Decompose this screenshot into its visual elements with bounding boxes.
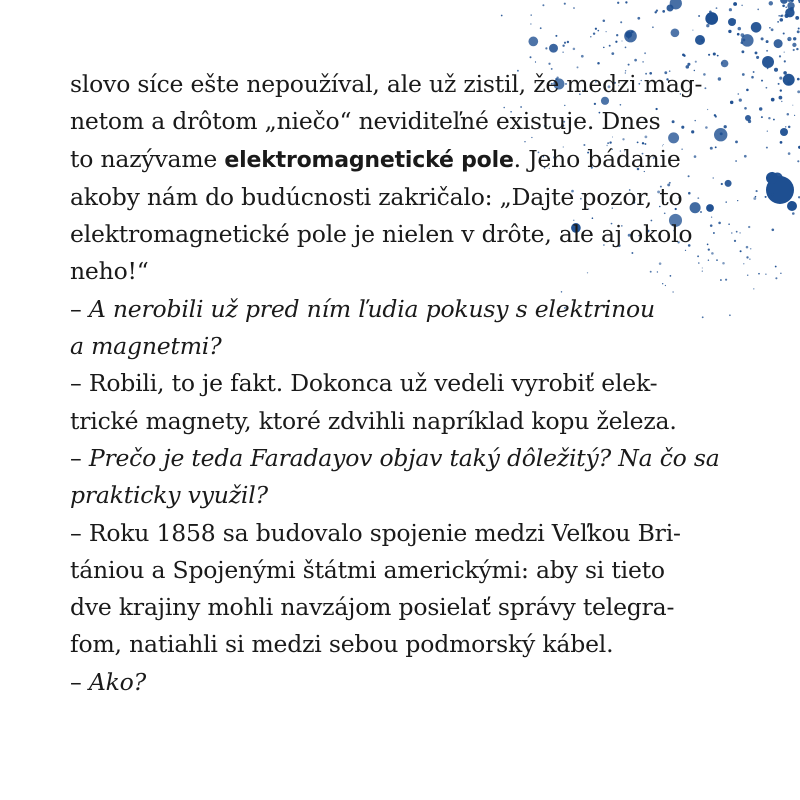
dash: – [70, 294, 89, 323]
text-line [70, 141, 730, 179]
italic-question: A nerobili už pred ním ľudia pokusy s elektrinou [88, 294, 655, 323]
text-line: tániou a Spojenými štátmi americkými: aby si tieto [70, 555, 665, 584]
text-span: . Jeho bádanie [513, 144, 681, 173]
dialogue-question-line: a magnetmi? [70, 332, 222, 361]
text-line: – Roku 1858 sa budovalo spojenie medzi Veľkou Bri- [70, 518, 681, 547]
text-line: dve krajiny mohli navzájom posielať správy telegra- [70, 593, 675, 622]
text-line: fom, natiahli si medzi sebou podmorský kábel. [70, 630, 614, 659]
text-span: to nazývame [70, 144, 225, 173]
dialogue-question-line [70, 664, 730, 701]
text-line: trické magnety, ktoré zdvihli napríklad kopu železa. [70, 406, 677, 435]
bold-term: elektromagnetické pole [224, 147, 514, 173]
book-page-text [70, 66, 730, 701]
dash: – [70, 443, 89, 472]
dash: – [70, 667, 89, 696]
dialogue-question-line: prakticky využil? [70, 481, 268, 510]
text-line: netom a drôtom „niečo“ neviditeľné existuje. Dnes [70, 107, 661, 136]
dialogue-question-line [70, 291, 730, 328]
italic-question: Prečo je teda Faradayov objav taký dôležitý? Na čo sa [88, 443, 720, 472]
italic-question: Ako? [88, 667, 146, 696]
text-line: elektromagnetické pole je nielen v drôte, ale aj okolo [70, 220, 693, 249]
text-line: neho!“ [70, 257, 149, 286]
dialogue-question-line [70, 440, 730, 477]
text-line: slovo síce ešte nepoužíval, ale už zistil, že medzi mag- [70, 70, 703, 98]
text-line: akoby nám do budúcnosti zakričalo: „Dajte pozor, to [70, 182, 683, 211]
text-line: – Robili, to je fakt. Dokonca už vedeli vyrobiť elek- [70, 369, 658, 398]
